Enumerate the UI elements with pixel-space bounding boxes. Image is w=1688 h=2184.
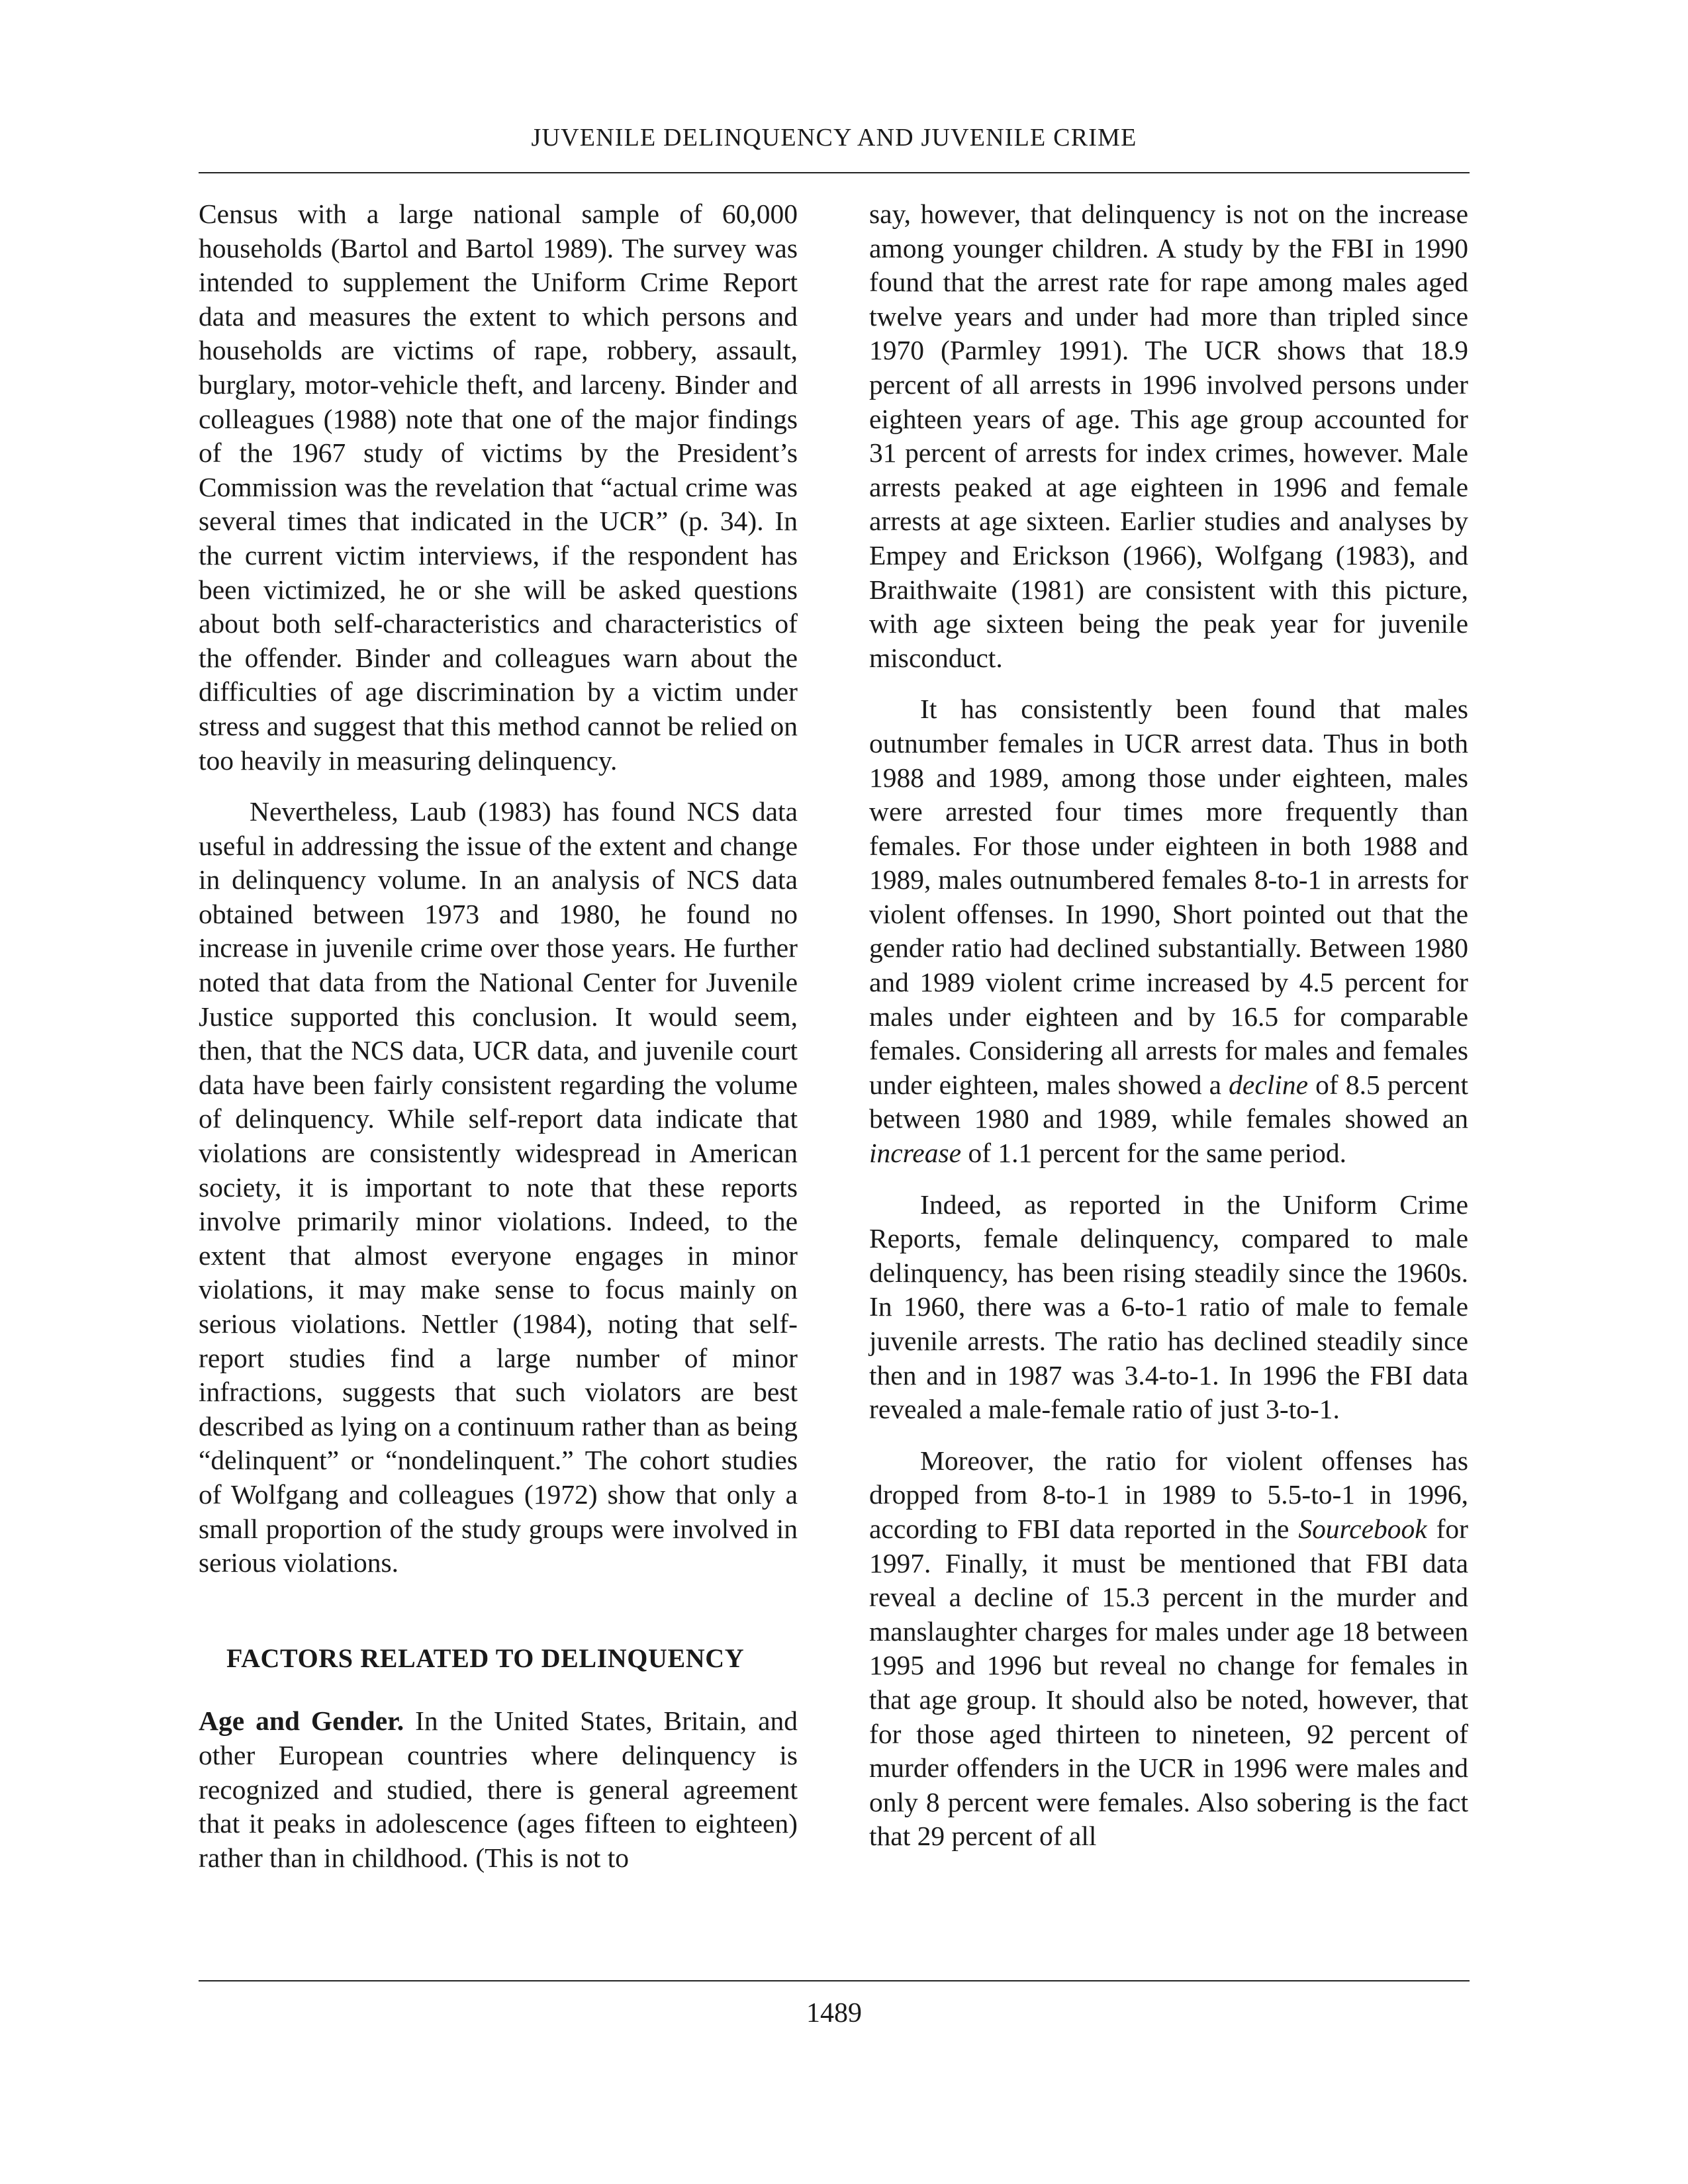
footer-rule	[199, 1980, 1470, 1981]
left-column	[199, 197, 798, 1892]
left-paragraph-3	[199, 1704, 798, 1875]
right-paragraph-4-part-a: Moreover, the ratio for violent offenses has dropped from 8-to-1 in 1989 to 5.5-to-1 in 1996, according to FBI data reported in the	[869, 1445, 1468, 1544]
emphasis-sourcebook: Sourcebook	[1298, 1513, 1427, 1544]
right-paragraph-2-part-b: of 8.5 percent between 1980 and 1989, while females showed an	[869, 1069, 1468, 1134]
right-paragraph-4	[869, 1444, 1468, 1854]
left-paragraph-1: Census with a large national sample of 60,000 households (Bartol and Bartol 1989). The survey was intended to supplement the Uniform Crime Report data and measures the extent to which persons and households are victims of rape, robbery, assault, burglary, motor-vehicle theft, and larceny. Binder and colleagues (1988) note that one of the major findings of the 1967 study of victims by the President’s Commission was the revelation that “actual crime was several times that indicated in the UCR” (p. 34). In the current victim interviews, if the respondent has been victimized, he or she will be asked questions about both self-characteristics and characteristics of the offender. Binder and colleagues warn about the difficulties of age discrimination by a victim under stress and suggest that this method cannot be relied on too heavily in measuring delinquency.	[199, 199, 798, 776]
running-head: JUVENILE DELINQUENCY AND JUVENILE CRIME	[531, 124, 1137, 152]
right-column	[869, 197, 1468, 1871]
left-paragraph-3-text: In the United States, Britain, and other European countries where delinquency is recognized and studied, there is general agreement that it peaks in adolescence (ages fifteen to eighteen) rather than in childhood. (This is not to	[199, 1706, 798, 1873]
right-paragraph-4-part-b: for 1997. Finally, it must be mentioned that FBI data reveal a decline of 15.3 percent in the murder and manslaughter charges for males under age 18 between 1995 and 1996 but reveal no change for females in that age group. It should also be noted, however, that for those aged thirteen to nineteen, 92 percent of murder offenders in the UCR in 1996 were males and only 8 percent were females. Also sobering is the fact that 29 percent of all	[869, 1513, 1469, 1852]
emphasis-decline: decline	[1229, 1069, 1308, 1100]
page-number: 1489	[806, 1998, 862, 2028]
emphasis-increase: increase	[869, 1138, 962, 1169]
right-paragraph-2-part-c: of 1.1 percent for the same period.	[961, 1138, 1346, 1169]
left-paragraph-2: Nevertheless, Laub (1983) has found NCS data useful in addressing the issue of the extent and change in delinquency volume. In an analysis of NCS data obtained between 1973 and 1980, he found no increase in juvenile crime over those years. He further noted that data from the National Center for Juvenile Justice supported this conclusion. It would seem, then, that the NCS data, UCR data, and juvenile court data have been fairly consistent regarding the volume of delinquency. While self-report data indicate that violations are consistently widespread in American society, it is important to note that these reports involve primarily minor violations. Indeed, to the extent that almost everyone engages in minor violations, it may make sense to focus mainly on serious violations. Nettler (1984), noting that self-report studies find a large number of minor infractions, suggests that such violators are best described as lying on a continuum rather than as being “delinquent” or “nondelinquent.” The cohort studies of Wolfgang and colleagues (1972) show that only a small proportion of the study groups were involved in serious violations.	[199, 796, 798, 1578]
header-rule	[199, 172, 1470, 173]
section-heading: FACTORS RELATED TO DELINQUENCY	[226, 1643, 745, 1673]
right-paragraph-2-part-a: It has consistently been found that males outnumber females in UCR arrest data. Thus in both 1988 and 1989, among those under eighteen, males were arrested four times more frequently than females. For those under eighteen in both 1988 and 1989, males outnumbered females 8-to-1 in arrests for violent offenses. In 1990, Short pointed out that the gender ratio had declined substantially. Between 1980 and 1989 violent crime increased by 4.5 percent for males under eighteen and by 16.5 for comparable females. Considering all arrests for males and females under eighteen, males showed a	[869, 694, 1468, 1100]
right-paragraph-3: Indeed, as reported in the Uniform Crime Reports, female delinquency, compared to male delinquency, has been rising steadily since the 1960s. In 1960, there was a 6-to-1 ratio of male to female juvenile arrests. The ratio has declined steadily since then and in 1987 was 3.4-to-1. In 1996 the FBI data revealed a male-female ratio of just 3-to-1.	[869, 1189, 1468, 1425]
right-paragraph-2	[869, 692, 1468, 1170]
runin-heading: Age and Gender.	[199, 1706, 404, 1737]
right-paragraph-1: say, however, that delinquency is not on the increase among younger children. A study by the FBI in 1990 found that the arrest rate for rape among males aged twelve years and under had more than tripled since 1970 (Parmley 1991). The UCR shows that 18.9 percent of all arrests in 1996 involved persons under eighteen years of age. This age group accounted for 31 percent of arrests for index crimes, however. Male arrests peaked at age eighteen in 1996 and female arrests at age sixteen. Earlier studies and analyses by Empey and Erickson (1966), Wolfgang (1983), and Braithwaite (1981) are consistent with this picture, with age sixteen being the peak year for juvenile misconduct.	[869, 199, 1468, 673]
